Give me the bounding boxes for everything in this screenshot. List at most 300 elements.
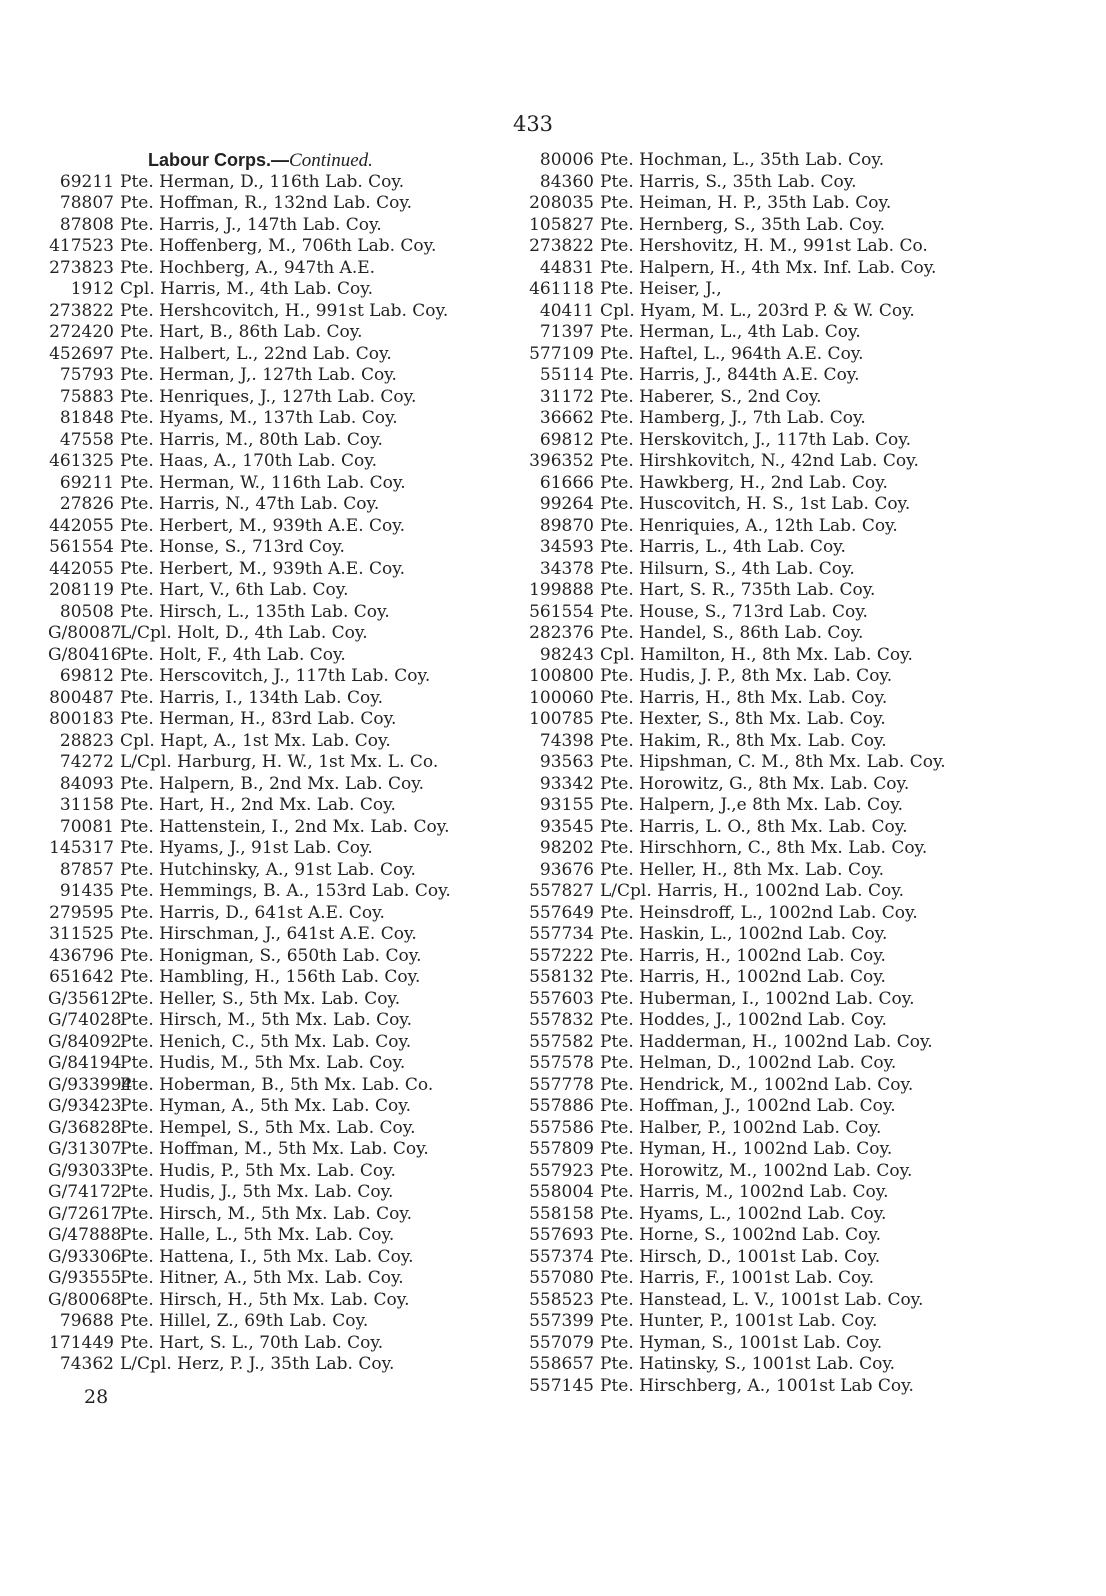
regimental-number: 84360 bbox=[539, 171, 594, 192]
list-item bbox=[48, 1075, 518, 1097]
list-item bbox=[528, 365, 998, 387]
entry-text: Pte. Hart, S. R., 735th Lab. Coy. bbox=[600, 580, 876, 600]
list-item bbox=[528, 1376, 998, 1398]
regimental-number: 651642 bbox=[49, 967, 114, 987]
regimental-number: 273822 bbox=[49, 300, 114, 321]
list-item bbox=[528, 322, 998, 344]
list-item bbox=[528, 1161, 998, 1183]
entry-text: Pte. Harris, H., 8th Mx. Lab. Coy. bbox=[600, 687, 888, 708]
entry-text: Pte. Hyman, A., 5th Mx. Lab. Coy. bbox=[120, 1096, 411, 1116]
list-item bbox=[528, 688, 998, 710]
list-item bbox=[48, 924, 518, 946]
regimental-number: 558523 bbox=[529, 1289, 594, 1310]
list-item bbox=[48, 881, 518, 903]
regimental-number: G/93306 bbox=[48, 1246, 122, 1267]
regimental-number: 442055 bbox=[49, 515, 114, 536]
entry-text: Pte. Harris, M., 80th Lab. Coy. bbox=[120, 429, 383, 450]
regimental-number: 93342 bbox=[539, 773, 594, 794]
regimental-number: 442055 bbox=[49, 558, 114, 579]
entry-text: Pte. Holt, F., 4th Lab. Coy. bbox=[120, 644, 346, 665]
list-item bbox=[48, 494, 518, 516]
regimental-number: 75793 bbox=[59, 365, 114, 385]
regimental-number: 34593 bbox=[539, 537, 594, 557]
list-item bbox=[528, 838, 998, 860]
entry-text: Pte. Hirschman, J., 641st A.E. Coy. bbox=[120, 924, 417, 944]
entry-text: Pte. Horne, S., 1002nd Lab. Coy. bbox=[600, 1225, 881, 1245]
entry-text: Pte. Harris, L. O., 8th Mx. Lab. Coy. bbox=[600, 816, 908, 837]
entry-text: Pte. Heiser, J., bbox=[600, 279, 722, 299]
regimental-number: 557582 bbox=[529, 1031, 594, 1052]
entry-text: Pte. Hoddes, J., 1002nd Lab. Coy. bbox=[600, 1010, 887, 1030]
entry-text: Pte. Hillel, Z., 69th Lab. Coy. bbox=[120, 1311, 369, 1331]
regimental-number: 557832 bbox=[529, 1010, 594, 1030]
list-item bbox=[48, 172, 518, 194]
entry-text: Pte. Hyams, M., 137th Lab. Coy. bbox=[120, 408, 398, 428]
regimental-number: G/74028 bbox=[48, 1010, 122, 1030]
entry-text: Pte. Harris, I., 134th Lab. Coy. bbox=[120, 687, 383, 708]
entry-text: Pte. Hoffenberg, M., 706th Lab. Coy. bbox=[120, 236, 437, 256]
regimental-number: 74398 bbox=[539, 730, 594, 751]
entry-text: Pte. Honse, S., 713rd Coy. bbox=[120, 537, 345, 557]
entry-text: Pte. Heller, S., 5th Mx. Lab. Coy. bbox=[120, 988, 401, 1009]
regimental-number: 69812 bbox=[59, 666, 114, 686]
regimental-number: 282376 bbox=[529, 623, 594, 643]
entry-text: Pte. Hatinsky, S., 1001st Lab. Coy. bbox=[600, 1354, 896, 1374]
list-item bbox=[48, 860, 518, 882]
regimental-number: 557693 bbox=[529, 1225, 594, 1245]
list-item bbox=[528, 301, 998, 323]
regimental-number: 557809 bbox=[529, 1139, 594, 1159]
entry-text: Pte. Heinsdroff, L., 1002nd Lab. Coy. bbox=[600, 902, 918, 923]
list-item bbox=[48, 752, 518, 774]
entry-text: Pte. Henriques, J., 127th Lab. Coy. bbox=[120, 386, 417, 407]
regimental-number: 557603 bbox=[529, 988, 594, 1009]
regimental-number: 557827 bbox=[529, 881, 594, 901]
right-column bbox=[528, 150, 998, 1397]
list-item bbox=[528, 881, 998, 903]
list-item bbox=[528, 860, 998, 882]
regimental-number: 40411 bbox=[539, 300, 594, 321]
entry-text: Pte. Hirsch, H., 5th Mx. Lab. Coy. bbox=[120, 1289, 410, 1310]
list-item bbox=[528, 1204, 998, 1226]
entry-text: Pte. Harris, D., 641st A.E. Coy. bbox=[120, 902, 385, 923]
list-item bbox=[48, 365, 518, 387]
list-item bbox=[528, 946, 998, 968]
regimental-number: 55114 bbox=[539, 365, 594, 385]
list-item bbox=[528, 408, 998, 430]
entry-text: Pte. Hexter, S., 8th Mx. Lab. Coy. bbox=[600, 709, 886, 729]
regimental-number: 27826 bbox=[59, 494, 114, 514]
regimental-number: 557145 bbox=[529, 1375, 594, 1396]
regimental-number: G/80068 bbox=[48, 1289, 122, 1310]
list-item bbox=[48, 1290, 518, 1312]
regimental-number: 78807 bbox=[59, 193, 114, 213]
heading-title: Labour Corps.— bbox=[148, 150, 290, 170]
regimental-number: 47558 bbox=[59, 429, 114, 450]
regimental-number: 557222 bbox=[529, 945, 594, 966]
regimental-number: 36662 bbox=[539, 408, 594, 428]
entry-text: Pte. Hochman, L., 35th Lab. Coy. bbox=[600, 150, 885, 170]
heading-continued: Continued. bbox=[289, 150, 373, 171]
regimental-number: 87857 bbox=[59, 859, 114, 880]
page-number: 433 bbox=[512, 112, 554, 136]
regimental-number: 171449 bbox=[49, 1332, 114, 1353]
list-item bbox=[48, 731, 518, 753]
list-item bbox=[48, 1096, 518, 1118]
regimental-number: G/84092 bbox=[48, 1031, 122, 1052]
entry-text: Cpl. Hapt, A., 1st Mx. Lab. Coy. bbox=[120, 730, 391, 751]
list-item bbox=[48, 1053, 518, 1075]
regimental-number: 98202 bbox=[539, 838, 594, 858]
list-item bbox=[528, 731, 998, 753]
entry-text: Pte. Hakim, R., 8th Mx. Lab. Coy. bbox=[600, 730, 887, 751]
regimental-number: 93155 bbox=[539, 795, 594, 815]
entry-text: Pte. Herskovitch, J., 117th Lab. Coy. bbox=[600, 429, 912, 450]
regimental-number: 561554 bbox=[49, 537, 114, 557]
list-item bbox=[528, 1354, 998, 1376]
list-item bbox=[528, 559, 998, 581]
regimental-number: 99264 bbox=[539, 494, 594, 514]
regimental-number: 557374 bbox=[529, 1246, 594, 1267]
list-item bbox=[528, 623, 998, 645]
entry-text: Pte. Hutchinsky, A., 91st Lab. Coy. bbox=[120, 859, 416, 880]
entry-text: Pte. House, S., 713rd Lab. Coy. bbox=[600, 601, 868, 622]
entry-text: Pte. Henich, C., 5th Mx. Lab. Coy. bbox=[120, 1031, 412, 1052]
entry-text: Pte. Hyman, H., 1002nd Lab. Coy. bbox=[600, 1139, 893, 1159]
regimental-number: G/80416 bbox=[48, 644, 122, 665]
regimental-number: G/35612 bbox=[48, 988, 122, 1009]
entry-text: Pte. Halber, P., 1002nd Lab. Coy. bbox=[600, 1117, 882, 1138]
list-item bbox=[48, 301, 518, 323]
entry-text: Pte. Herman, D., 116th Lab. Coy. bbox=[120, 171, 405, 192]
entry-text: Pte. Herbert, M., 939th A.E. Coy. bbox=[120, 558, 405, 579]
entry-text: Pte. Hitner, A., 5th Mx. Lab. Coy. bbox=[120, 1268, 404, 1288]
regimental-number: G/93555 bbox=[48, 1268, 122, 1288]
regimental-number: 71397 bbox=[539, 322, 594, 342]
list-item bbox=[528, 774, 998, 796]
regimental-number: 69812 bbox=[539, 429, 594, 450]
regimental-number: 279595 bbox=[49, 902, 114, 923]
list-item bbox=[528, 344, 998, 366]
list-item bbox=[48, 1032, 518, 1054]
regimental-number: 452697 bbox=[49, 343, 114, 364]
list-item bbox=[528, 709, 998, 731]
regimental-number: 69211 bbox=[59, 472, 114, 493]
list-item bbox=[528, 193, 998, 215]
list-item bbox=[48, 580, 518, 602]
regimental-number: 31172 bbox=[539, 386, 594, 407]
entry-text: Pte. Haskin, L., 1002nd Lab. Coy. bbox=[600, 924, 888, 944]
list-item bbox=[528, 1075, 998, 1097]
list-item bbox=[48, 1333, 518, 1355]
regimental-number: 1912 bbox=[70, 279, 114, 299]
entry-text: Pte. Harris, J., 844th A.E. Coy. bbox=[600, 365, 860, 385]
list-item bbox=[528, 1118, 998, 1140]
entry-text: Pte. Hart, H., 2nd Mx. Lab. Coy. bbox=[120, 795, 396, 815]
list-item bbox=[528, 387, 998, 409]
list-item bbox=[528, 1225, 998, 1247]
regimental-number: G/74172 bbox=[48, 1182, 122, 1202]
entry-text: Pte. Hirschberg, A., 1001st Lab Coy. bbox=[600, 1375, 914, 1396]
regimental-number: 93563 bbox=[539, 752, 594, 772]
list-item bbox=[528, 602, 998, 624]
list-item bbox=[528, 537, 998, 559]
entry-text: Pte. Heiman, H. P., 35th Lab. Coy. bbox=[600, 193, 892, 213]
list-item bbox=[48, 322, 518, 344]
regimental-number: 199888 bbox=[529, 580, 594, 600]
entry-text: L/Cpl. Harburg, H. W., 1st Mx. L. Co. bbox=[120, 752, 439, 772]
entry-text: Pte. Hawkberg, H., 2nd Lab. Coy. bbox=[600, 472, 888, 493]
list-item bbox=[48, 903, 518, 925]
regimental-number: 87808 bbox=[59, 214, 114, 235]
list-item bbox=[528, 752, 998, 774]
list-item bbox=[528, 924, 998, 946]
entry-text: Pte. Herscovitch, J., 117th Lab. Coy. bbox=[120, 666, 431, 686]
entry-text: Pte. Huberman, I., 1002nd Lab. Coy. bbox=[600, 988, 915, 1009]
entry-text: Pte. Heller, H., 8th Mx. Lab. Coy. bbox=[600, 859, 884, 880]
list-item bbox=[528, 817, 998, 839]
entry-text: Pte. Hernberg, S., 35th Lab. Coy. bbox=[600, 214, 886, 235]
list-item bbox=[48, 279, 518, 301]
regimental-number: 208119 bbox=[49, 580, 114, 600]
list-item bbox=[48, 774, 518, 796]
regimental-number: 89870 bbox=[539, 515, 594, 536]
list-item bbox=[48, 602, 518, 624]
list-item bbox=[48, 709, 518, 731]
entry-text: Pte. Horowitz, M., 1002nd Lab. Coy. bbox=[600, 1160, 913, 1181]
list-item bbox=[528, 258, 998, 280]
entry-text: Pte. Hanstead, L. V., 1001st Lab. Coy. bbox=[600, 1289, 924, 1310]
entry-text: Pte. Hipshman, C. M., 8th Mx. Lab. Coy. bbox=[600, 752, 946, 772]
regimental-number: 208035 bbox=[529, 193, 594, 213]
entry-text: Pte. Harris, L., 4th Lab. Coy. bbox=[600, 537, 846, 557]
regimental-number: 80006 bbox=[539, 150, 594, 170]
regimental-number: 61666 bbox=[539, 472, 594, 493]
list-item bbox=[48, 688, 518, 710]
regimental-number: G/31307 bbox=[48, 1139, 122, 1159]
regimental-number: 417523 bbox=[49, 236, 114, 256]
list-item bbox=[528, 1290, 998, 1312]
regimental-number: 461325 bbox=[49, 451, 114, 471]
list-item bbox=[48, 1247, 518, 1269]
entry-text: Pte. Hemmings, B. A., 153rd Lab. Coy. bbox=[120, 881, 451, 901]
regimental-number: 436796 bbox=[49, 945, 114, 966]
regimental-number: 74362 bbox=[59, 1354, 114, 1374]
entry-text: Pte. Harris, J., 147th Lab. Coy. bbox=[120, 214, 382, 235]
regimental-number: 800183 bbox=[49, 709, 114, 729]
regimental-number: 557734 bbox=[529, 924, 594, 944]
list-item bbox=[48, 451, 518, 473]
entry-text: Pte. Haas, A., 170th Lab. Coy. bbox=[120, 451, 377, 471]
list-item bbox=[528, 903, 998, 925]
regimental-number: 70081 bbox=[59, 816, 114, 837]
regimental-number: 557578 bbox=[529, 1053, 594, 1073]
regimental-number: 69211 bbox=[59, 171, 114, 192]
list-item bbox=[528, 1268, 998, 1290]
regimental-number: G/84194 bbox=[48, 1053, 122, 1073]
regimental-number: G/80087 bbox=[48, 623, 122, 643]
regimental-number: 311525 bbox=[49, 924, 114, 944]
list-item bbox=[48, 1204, 518, 1226]
list-item bbox=[528, 1311, 998, 1333]
list-item bbox=[528, 279, 998, 301]
regimental-number: 145317 bbox=[49, 838, 114, 858]
regimental-number: 557399 bbox=[529, 1311, 594, 1331]
regimental-number: G/93033 bbox=[48, 1160, 122, 1181]
list-item bbox=[48, 408, 518, 430]
entry-text: Pte. Horowitz, G., 8th Mx. Lab. Coy. bbox=[600, 773, 910, 794]
list-item bbox=[528, 1053, 998, 1075]
entry-text: Pte. Harris, M., 1002nd Lab. Coy. bbox=[600, 1182, 889, 1202]
entry-text: Pte. Hart, V., 6th Lab. Coy. bbox=[120, 580, 349, 600]
entry-text: Pte. Hempel, S., 5th Mx. Lab. Coy. bbox=[120, 1117, 416, 1138]
list-item bbox=[48, 516, 518, 538]
list-item bbox=[528, 1032, 998, 1054]
regimental-number: G/47888 bbox=[48, 1225, 122, 1245]
regimental-number: 558158 bbox=[529, 1203, 594, 1224]
entry-text: Pte. Haftel, L., 964th A.E. Coy. bbox=[600, 343, 864, 364]
entry-text: Pte. Huscovitch, H. S., 1st Lab. Coy. bbox=[600, 494, 911, 514]
regimental-number: 273823 bbox=[49, 257, 114, 278]
list-item bbox=[48, 967, 518, 989]
list-item bbox=[528, 451, 998, 473]
entry-text: Pte. Hirsch, L., 135th Lab. Coy. bbox=[120, 601, 390, 622]
entry-text: Pte. Henriquies, A., 12th Lab. Coy. bbox=[600, 515, 898, 536]
entry-text: Cpl. Hyam, M. L., 203rd P. & W. Coy. bbox=[600, 300, 915, 321]
list-item bbox=[48, 1010, 518, 1032]
entry-text: Pte. Hochberg, A., 947th A.E. bbox=[120, 257, 376, 278]
regimental-number: 558004 bbox=[529, 1182, 594, 1202]
regimental-number: 31158 bbox=[59, 795, 114, 815]
entry-text: Cpl. Harris, M., 4th Lab. Coy. bbox=[120, 279, 374, 299]
entry-text: Pte. Hyman, S., 1001st Lab. Coy. bbox=[600, 1332, 883, 1353]
regimental-number: 98243 bbox=[539, 644, 594, 665]
regimental-number: 461118 bbox=[529, 279, 594, 299]
entry-text: Pte. Haberer, S., 2nd Coy. bbox=[600, 386, 822, 407]
list-item bbox=[528, 236, 998, 258]
entry-text: Pte. Hirsch, M., 5th Mx. Lab. Coy. bbox=[120, 1010, 413, 1030]
entry-text: Pte. Hoffman, J., 1002nd Lab. Coy. bbox=[600, 1096, 896, 1116]
list-item bbox=[48, 989, 518, 1011]
entry-text: Pte. Hendrick, M., 1002nd Lab. Coy. bbox=[600, 1074, 914, 1095]
entry-text: Pte. Harris, S., 35th Lab. Coy. bbox=[600, 171, 857, 192]
list-item bbox=[48, 1182, 518, 1204]
regimental-number: G/933994 bbox=[48, 1074, 133, 1095]
regimental-number: 272420 bbox=[49, 322, 114, 342]
list-item bbox=[528, 473, 998, 495]
regimental-number: 577109 bbox=[529, 343, 594, 364]
list-item bbox=[48, 666, 518, 688]
list-item bbox=[48, 1311, 518, 1333]
entry-text: Pte. Hirschhorn, C., 8th Mx. Lab. Coy. bbox=[600, 838, 928, 858]
list-item bbox=[528, 1010, 998, 1032]
regimental-number: 273822 bbox=[529, 236, 594, 256]
regimental-number: 396352 bbox=[529, 451, 594, 471]
entry-text: Pte. Hambling, H., 156th Lab. Coy. bbox=[120, 967, 421, 987]
list-item bbox=[48, 1118, 518, 1140]
entry-text: Pte. Hirshkovitch, N., 42nd Lab. Coy. bbox=[600, 451, 919, 471]
regimental-number: 81848 bbox=[59, 408, 114, 428]
entry-text: Pte. Halpern, J.,e 8th Mx. Lab. Coy. bbox=[600, 795, 904, 815]
entry-text: Pte. Helman, D., 1002nd Lab. Coy. bbox=[600, 1053, 897, 1073]
list-item bbox=[528, 795, 998, 817]
regimental-number: 557079 bbox=[529, 1332, 594, 1353]
regimental-number: 557778 bbox=[529, 1074, 594, 1095]
entry-text: Pte. Herman, L., 4th Lab. Coy. bbox=[600, 322, 861, 342]
list-item bbox=[48, 838, 518, 860]
entry-text: Cpl. Hamilton, H., 8th Mx. Lab. Coy. bbox=[600, 644, 913, 665]
entry-text: Pte. Hudis, J. P., 8th Mx. Lab. Coy. bbox=[600, 666, 893, 686]
regimental-number: 100060 bbox=[529, 687, 594, 708]
regimental-number: 93545 bbox=[539, 816, 594, 837]
regimental-number: 561554 bbox=[529, 601, 594, 622]
regimental-number: 28823 bbox=[59, 730, 114, 751]
list-item bbox=[48, 258, 518, 280]
list-item bbox=[48, 1354, 518, 1376]
list-item bbox=[528, 1139, 998, 1161]
left-column bbox=[48, 150, 518, 1376]
list-item bbox=[48, 193, 518, 215]
list-item bbox=[48, 645, 518, 667]
regimental-number: 74272 bbox=[59, 752, 114, 772]
entry-text: Pte. Harris, F., 1001st Lab. Coy. bbox=[600, 1268, 875, 1288]
entry-text: Pte. Hirsch, D., 1001st Lab. Coy. bbox=[600, 1246, 881, 1267]
regimental-number: 557080 bbox=[529, 1268, 594, 1288]
entry-text: Pte. Halpern, B., 2nd Mx. Lab. Coy. bbox=[120, 773, 425, 794]
entry-text: Pte. Handel, S., 86th Lab. Coy. bbox=[600, 623, 864, 643]
regimental-number: G/72617 bbox=[48, 1203, 122, 1224]
list-item bbox=[48, 215, 518, 237]
regimental-number: 105827 bbox=[529, 214, 594, 235]
regimental-number: 558657 bbox=[529, 1354, 594, 1374]
regimental-number: 100800 bbox=[529, 666, 594, 686]
entry-text: Pte. Hadderman, H., 1002nd Lab. Coy. bbox=[600, 1031, 933, 1052]
list-item bbox=[528, 215, 998, 237]
list-item bbox=[48, 1161, 518, 1183]
list-item bbox=[528, 989, 998, 1011]
entry-text: Pte. Harris, H., 1002nd Lab. Coy. bbox=[600, 945, 886, 966]
entry-text: Pte. Hoffman, R., 132nd Lab. Coy. bbox=[120, 193, 413, 213]
list-item bbox=[48, 817, 518, 839]
list-item bbox=[528, 967, 998, 989]
list-item bbox=[48, 344, 518, 366]
regimental-number: 91435 bbox=[59, 881, 114, 901]
entry-text: L/Cpl. Herz, P. J., 35th Lab. Coy. bbox=[120, 1354, 395, 1374]
entry-text: Pte. Halbert, L., 22nd Lab. Coy. bbox=[120, 343, 392, 364]
list-item bbox=[48, 537, 518, 559]
list-item bbox=[48, 559, 518, 581]
entry-text: Pte. Honigman, S., 650th Lab. Coy. bbox=[120, 945, 422, 966]
entry-text: Pte. Hudis, M., 5th Mx. Lab. Coy. bbox=[120, 1053, 406, 1073]
entry-text: Pte. Herman, J,. 127th Lab. Coy. bbox=[120, 365, 397, 385]
regimental-number: G/93423 bbox=[48, 1096, 122, 1116]
list-item bbox=[48, 795, 518, 817]
list-item bbox=[528, 494, 998, 516]
regimental-number: 557586 bbox=[529, 1117, 594, 1138]
list-item bbox=[48, 236, 518, 258]
list-item bbox=[528, 430, 998, 452]
regimental-number: 44831 bbox=[539, 257, 594, 278]
regimental-number: 84093 bbox=[59, 773, 114, 794]
section-heading bbox=[48, 150, 518, 172]
entry-text: Pte. Harris, H., 1002nd Lab. Coy. bbox=[600, 967, 886, 987]
list-item bbox=[528, 1096, 998, 1118]
regimental-number: 557649 bbox=[529, 902, 594, 923]
entry-text: L/Cpl. Harris, H., 1002nd Lab. Coy. bbox=[600, 881, 904, 901]
list-item bbox=[48, 473, 518, 495]
regimental-number: 79688 bbox=[59, 1311, 114, 1331]
list-item bbox=[48, 1139, 518, 1161]
